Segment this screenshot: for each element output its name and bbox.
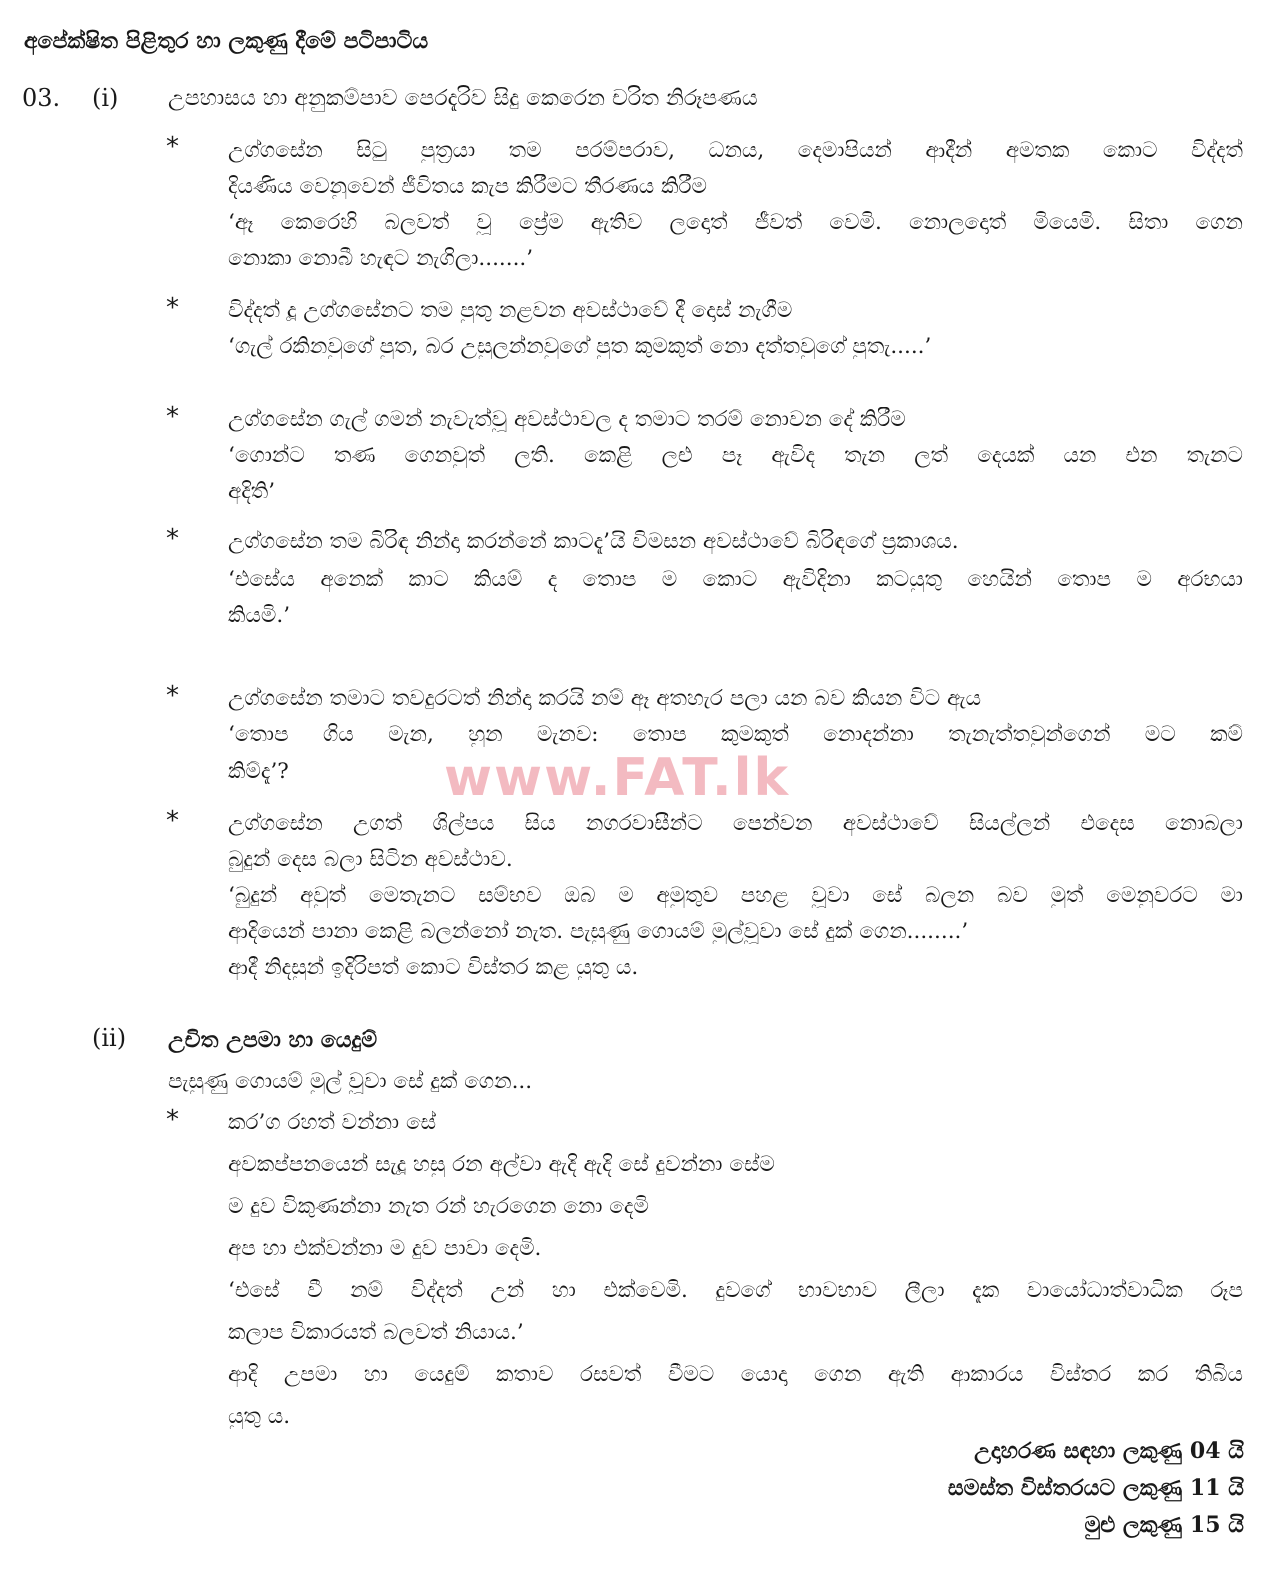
item-6-line-2: බුදුන් දෙස බලා සිටින අවස්ථාව. [228,847,513,872]
item-6-line-5: ආදී නිදසුන් ඉදිරිපත් කොට විස්තර කළ යුතු ය. [228,955,639,980]
item-5-line-1: උග්ගසේන තමාට තවදුරටත් නින්දා කරයි නම් ඈ අතහැර පලා යන බව කියන විට ඇය [228,686,982,711]
bullet-star: * [166,132,179,162]
bullet-star: * [166,681,179,711]
part-i-label: (i) [92,84,119,112]
item-1-line-3: ‘ඈ කෙරෙහි බලවත් වූ ප්‍රේම ඇතිව ලදොත් ජීවත් වෙමි. නොලදොත් මියෙමි. සිතා ගෙන [228,210,1243,235]
part-ii-title: උචිත උපමා හා යෙදුම් [168,1027,378,1053]
page-heading: අපේක්ෂිත පිළිතුර හා ලකුණු දීමේ පටිපාටිය [24,28,429,54]
item-5-line-2: ‘තොප ගිය මැන, හුන මැනව: තොප කුමකුත් නොදන්නා තැනැත්තවුන්ගෙන් මට කම් [228,722,1243,747]
item-4-line-3: කියමි.’ [228,603,291,628]
item-1-line-4: නොකා නොබී හැඳට නැගිලා.......’ [228,246,534,271]
item-4-line-1: උග්ගසේන තම බිරිඳ නින්දා කරන්නේ කාටදැ’යි විමසන අවස්ථාවේ බිරිඳගේ ප්‍රකාශය. [228,529,959,554]
item-6-line-1: උග්ගසේන උගත් ශිල්පය සිය නගරවාසීන්ට පෙන්වන අවස්ථාවේ සියල්ලන් එදෙස නොබලා [228,811,1243,836]
part-ii-line-4: අප හා එක්වන්නා ම දුව පාවා දෙමි. [228,1236,542,1261]
bullet-star: * [166,402,179,432]
question-number: 03. [22,84,61,112]
item-2-line-1: විද්දත් දූ උග්ගසේනට තම පුතු නළවන අවස්ථාවේ දී දොස් නැගීම [228,298,793,323]
part-ii-intro: පැසුණු ගොයම් මුල් වූවා සේ දුක් ගෙන... [168,1069,533,1094]
part-ii-label: (ii) [92,1024,127,1052]
item-6-line-3: ‘බුදුන් අවුත් මෙතැනට සම්භව ඔබ ම අමුතුව පහළ වූවා සේ බලන බව මුත් මෙනුවරට මා [228,883,1243,908]
item-4-line-2: ‘එසේය අනෙක් කාට කියම් ද තොප ම කොට ඇවිදිනා කටයුතු හෙයින් තොප ම අරභයා [228,567,1243,592]
part-ii-line-2: අවකප්පනයෙන් සැදූ හසු රන අල්වා ඇදි ඇදි සේ දුවන්නා සේම [228,1152,775,1177]
item-3-line-3: අදිති’ [228,479,276,504]
bullet-star: * [166,293,179,323]
part-ii-line-8: යුතු ය. [228,1404,291,1429]
part-ii-line-6: කලාප විකාරයත් බලවත් නියාය.’ [228,1320,524,1345]
item-1-line-2: දියණිය වෙනුවෙන් ජීවිතය කැප කිරීමට තීරණය කිරීම [228,174,707,199]
part-ii-line-7: ආදි උපමා හා යෙදුම් කතාව රසවත් වීමට යොදා ගෙන ඇති ආකාරය විස්තර කර තිබිය [228,1362,1243,1387]
part-ii-line-5: ‘එසේ වී නම් විද්දත් උන් හා එක්වෙමි. දුවගේ භාවභාව ලීලා දැක වායෝධාත්වාධික රූප [228,1278,1243,1303]
bullet-star: * [166,524,179,554]
marks-description: සමස්ත විස්තරයට ලකුණු 11 යි [947,1475,1244,1501]
part-ii-line-3: ම දුව විකුණන්නා නැත රන් හැරගෙන නො දෙමි [228,1194,649,1219]
bullet-star: * [166,806,179,836]
item-6-line-4: ආදියෙන් පානා කෙළි බලන්නෝ නැත. පැසුණු ගොයම් මුල්වූවා සේ දුක් ගෙන........’ [228,919,969,944]
part-ii-line-1: කර’ග රහත් වන්නා සේ [228,1110,437,1135]
item-3-line-1: උග්ගසේන ගැල් ගමන් නැවැත්වූ අවස්ථාවල ද තමාට තරම් නොවන දේ කිරීම [228,407,906,432]
item-5-line-3: කිම්දැ’? [228,759,289,784]
item-2-line-2: ‘ගැල් රකිනවුගේ පුත, බර උසුලන්නවුගේ පුත කුමකුත් නො දත්තවුගේ පුතැ.....’ [228,334,932,359]
watermark: www.FAT.lk [444,748,791,808]
marks-total: මුළු ලකුණු 15 යි [1084,1512,1244,1538]
item-3-line-2: ‘ගොන්ට තණ ගෙනවුත් ලති. කෙළි ලළු පෑ ඇවිද තැන ලත් දෙයක් යන එන තැනට [228,443,1243,468]
marks-examples: උදාහරණ සඳහා ලකුණු 04 යි [974,1438,1244,1464]
bullet-star: * [166,1105,179,1135]
part-i-title: උපහාසය හා අනුකම්පාව පෙරදැරිව සිදු කෙරෙන චරිත නිරූපණය [168,86,758,111]
item-1-line-1: උග්ගසේන සිටු පුත්‍රයා තම පරම්පරාව, ධනය, දෙමාපියන් ආදීන් අමතක කොට විද්දත් [228,138,1243,163]
